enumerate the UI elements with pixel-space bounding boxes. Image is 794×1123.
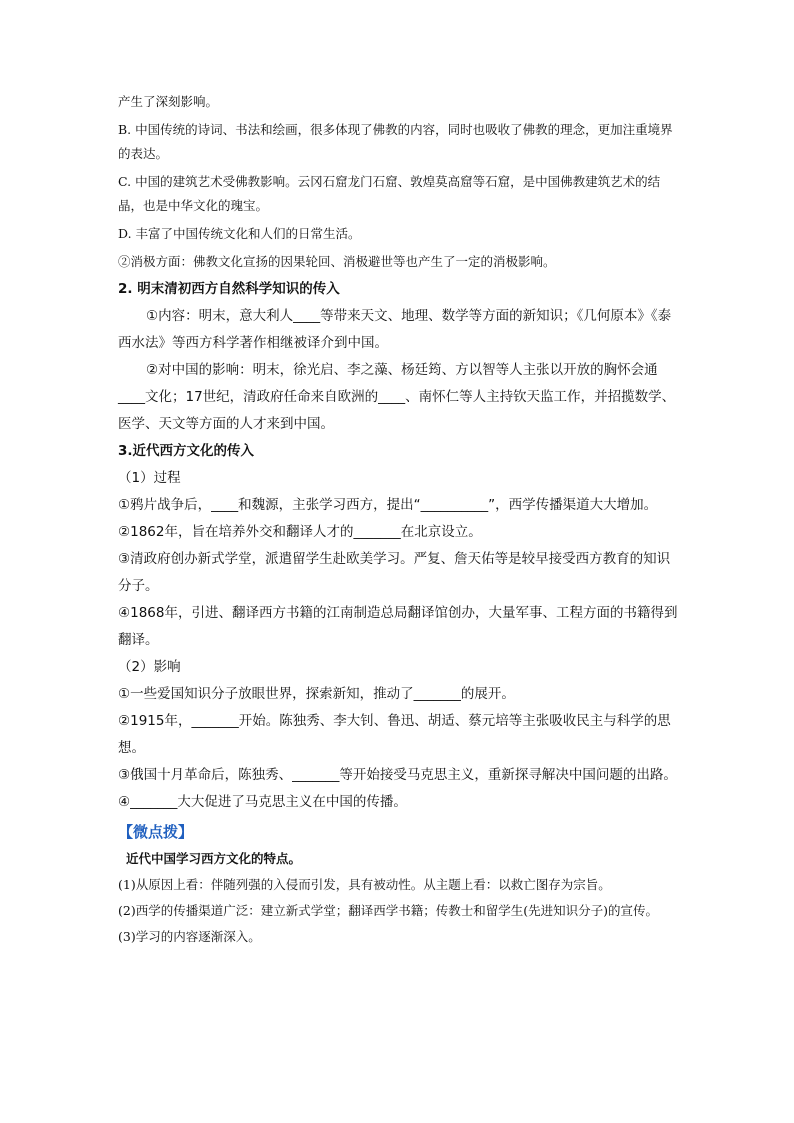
tip-title: 近代中国学习西方文化的特点。 [126, 851, 302, 866]
impact-item-4: ④_______大大促进了马克思主义在中国的传播。 [118, 794, 407, 810]
section2-impact: ②对中国的影响：明末，徐光启、李之藻、杨廷筠、方以智等人主张以开放的胸怀会通____文化；17世纪，清政府任命来自欧洲的____、南怀仁等人主持钦天监工作，并招揽数学、医学、天文等方面的人才来到中国。 [118, 362, 676, 432]
process-item-2: ②1862年，旨在培养外交和翻译人才的_______在北京设立。 [118, 524, 482, 540]
section2-title: 2. 明末清初西方自然科学知识的传入 [118, 281, 340, 297]
process-item-4: ④1868年，引进、翻译西方书籍的江南制造总局翻译馆创办，大量军事、工程方面的书籍得到翻译。 [118, 605, 678, 648]
tip-item-2: (2)西学的传播渠道广泛：建立新式学堂；翻译西学书籍；传教士和留学生(先进知识分子)的宣传。 [118, 903, 658, 918]
tip-label: 【微点拨】 [118, 823, 194, 841]
buddhism-point-c: C. 中国的建筑艺术受佛教影响。云冈石窟龙门石窟、敦煌莫高窟等石窟，是中国佛教建筑艺术的结晶，也是中华文化的瑰宝。 [118, 174, 661, 213]
buddhism-intro-tail: 产生了深刻影响。 [118, 94, 219, 109]
process-label: （1）过程 [118, 470, 181, 486]
impact-item-1: ①一些爱国知识分子放眼世界，探索新知，推动了_______的展开。 [118, 686, 515, 702]
tip-item-1: (1)从原因上看：伴随列强的入侵而引发，具有被动性。从主题上看：以救亡图存为宗旨。 [118, 877, 611, 892]
impact-item-2: ②1915年，_______开始。陈独秀、李大钊、鲁迅、胡适、蔡元培等主张吸收民主与科学的思想。 [118, 713, 671, 756]
buddhism-point-b: B. 中国传统的诗词、书法和绘画，很多体现了佛教的内容，同时也吸收了佛教的理念，更加注重境界的表达。 [118, 122, 673, 161]
process-item-1: ①鸦片战争后，____和魏源，主张学习西方，提出“__________”，西学传播渠道大大增加。 [118, 497, 658, 513]
impact-item-3: ③俄国十月革命后，陈独秀、_______等开始接受马克思主义，重新探寻解决中国问题的出路。 [118, 767, 677, 783]
tip-item-3: (3)学习的内容逐渐深入。 [118, 929, 261, 944]
buddhism-negative: ②消极方面：佛教文化宣扬的因果轮回、消极避世等也产生了一定的消极影响。 [118, 254, 556, 269]
impact-label: （2）影响 [118, 659, 181, 675]
buddhism-point-d: D. 丰富了中国传统文化和人们的日常生活。 [118, 226, 361, 241]
document-page [118, 90, 678, 950]
process-item-3: ③清政府创办新式学堂，派遣留学生赴欧美学习。严复、詹天佑等是较早接受西方教育的知识分子。 [118, 551, 671, 594]
section3-title: 3.近代西方文化的传入 [118, 443, 255, 459]
section2-content: ①内容：明末，意大利人____等带来天文、地理、数学等方面的新知识；《几何原本》《泰西水法》等西方科学著作相继被译介到中国。 [118, 308, 672, 351]
